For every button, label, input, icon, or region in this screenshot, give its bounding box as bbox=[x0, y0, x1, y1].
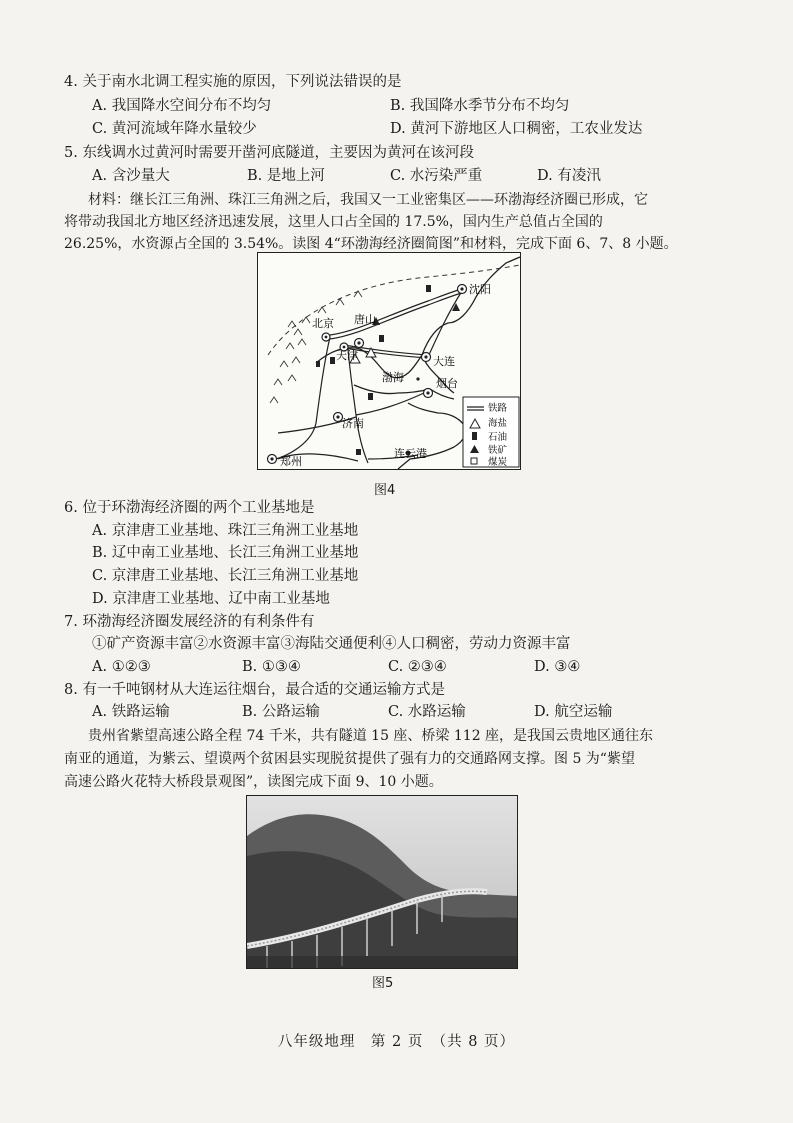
legend-iron: 铁矿 bbox=[488, 445, 508, 456]
label-jinan: 济南 bbox=[342, 417, 364, 430]
material1-line1: 材料：继长江三角洲、珠江三角洲之后，我国又一工业密集区——环渤海经济圈已形成，它 bbox=[88, 192, 648, 208]
coal-symbol-2 bbox=[356, 449, 361, 455]
city-markers bbox=[268, 285, 467, 464]
bridge-landscape-svg bbox=[247, 796, 517, 968]
q6-option-c: C. 京津唐工业基地、长江三角洲工业基地 bbox=[92, 568, 359, 584]
q6-option-d: D. 京津唐工业基地、辽中南工业基地 bbox=[92, 591, 330, 607]
material1-line3: 26.25%，水资源占全国的 3.54%。读图 4“环渤海经济圈简图”和材料，完成下面 6、7、8 小题。 bbox=[64, 236, 678, 252]
page-footer: 八年级地理 第 2 页 （共 8 页） bbox=[277, 1034, 516, 1050]
label-tangshan: 唐山 bbox=[354, 313, 376, 326]
label-zhengzhou: 郑州 bbox=[280, 455, 302, 468]
legend-sea-salt: 海盐 bbox=[488, 418, 508, 429]
oil-symbol-2 bbox=[379, 335, 384, 342]
bohai-map-svg bbox=[258, 253, 520, 469]
q6-option-a: A. 京津唐工业基地、珠江三角洲工业基地 bbox=[92, 523, 359, 539]
q8-option-a: A. 铁路运输 bbox=[92, 704, 170, 720]
oil-symbol-3 bbox=[330, 357, 335, 364]
economic-circle-boundary bbox=[268, 265, 520, 355]
q5-option-d: D. 有凌汛 bbox=[537, 168, 601, 184]
q6-option-b: B. 辽中南工业基地、长江三角洲工业基地 bbox=[92, 545, 359, 561]
q7-conditions: ①矿产资源丰富②水资源丰富③海陆交通便利④人口稠密，劳动力资源丰富 bbox=[92, 636, 571, 652]
material2-line3: 高速公路火花特大桥段景观图”，读图完成下面 9、10 小题。 bbox=[64, 774, 443, 790]
legend-railway: 铁路 bbox=[488, 403, 508, 414]
q4-stem: 4. 关于南水北调工程实施的原因，下列说法错误的是 bbox=[64, 74, 402, 90]
q4-option-b: B. 我国降水季节分布不均匀 bbox=[390, 98, 570, 114]
q8-option-d: D. 航空运输 bbox=[534, 704, 613, 720]
legend-oil: 石油 bbox=[488, 432, 508, 443]
label-beijing: 北京 bbox=[312, 317, 334, 330]
q4-option-c: C. 黄河流域年降水量较少 bbox=[92, 121, 257, 137]
q5-option-b: B. 是地上河 bbox=[247, 168, 325, 184]
q5-option-a: A. 含沙量大 bbox=[92, 168, 170, 184]
q5-option-c: C. 水污染严重 bbox=[390, 168, 483, 184]
material2-line1: 贵州省紫望高速公路全程 74 千米，共有隧道 15 座、桥梁 112 座，是我国云贵地区通往东 bbox=[88, 728, 654, 744]
label-lianyungang: 连云港 bbox=[394, 447, 427, 460]
q7-stem: 7. 环渤海经济圈发展经济的有利条件有 bbox=[64, 614, 315, 630]
q8-option-c: C. 水路运输 bbox=[388, 704, 466, 720]
q7-option-b: B. ①③④ bbox=[242, 659, 301, 675]
figure5-photo bbox=[246, 795, 518, 969]
label-bohai: 渤海 bbox=[382, 371, 404, 384]
material2-line2: 南亚的通道，为紫云、望谟两个贫困县实现脱贫提供了强有力的交通路网支撑。图 5 为“紫望 bbox=[64, 751, 635, 767]
q5-stem: 5. 东线调水过黄河时需要开凿河底隧道，主要因为黄河在该河段 bbox=[64, 145, 474, 161]
q7-option-a: A. ①②③ bbox=[92, 659, 151, 675]
q4-option-a: A. 我国降水空间分布不均匀 bbox=[92, 98, 272, 114]
material1-line2: 将带动我国北方地区经济迅速发展，这里人口占全国的 17.5%，国内生产总值占全国的 bbox=[64, 214, 603, 230]
oil-symbol-4 bbox=[368, 393, 373, 400]
q8-stem: 8. 有一千吨钢材从大连运往烟台，最合适的交通运输方式是 bbox=[64, 682, 445, 698]
figure4-caption: 图4 bbox=[374, 483, 396, 498]
figure5-caption: 图5 bbox=[372, 976, 394, 991]
figure4-map bbox=[257, 252, 521, 470]
label-shenyang: 沈阳 bbox=[469, 283, 491, 296]
legend-coal: 煤炭 bbox=[488, 457, 508, 468]
coal-symbol bbox=[316, 361, 320, 367]
q7-option-d: D. ③④ bbox=[534, 659, 581, 675]
q6-stem: 6. 位于环渤海经济圈的两个工业基地是 bbox=[64, 500, 315, 516]
q4-option-d: D. 黄河下游地区人口稠密，工农业发达 bbox=[390, 121, 643, 137]
label-tianjin: 天津 bbox=[336, 349, 358, 362]
oil-symbol bbox=[426, 285, 431, 292]
label-yantai: 烟台 bbox=[436, 377, 458, 390]
q8-option-b: B. 公路运输 bbox=[242, 704, 320, 720]
map-legend bbox=[463, 397, 519, 468]
q7-option-c: C. ②③④ bbox=[388, 659, 447, 675]
label-dalian: 大连 bbox=[433, 355, 455, 368]
resource-symbols bbox=[316, 285, 460, 455]
